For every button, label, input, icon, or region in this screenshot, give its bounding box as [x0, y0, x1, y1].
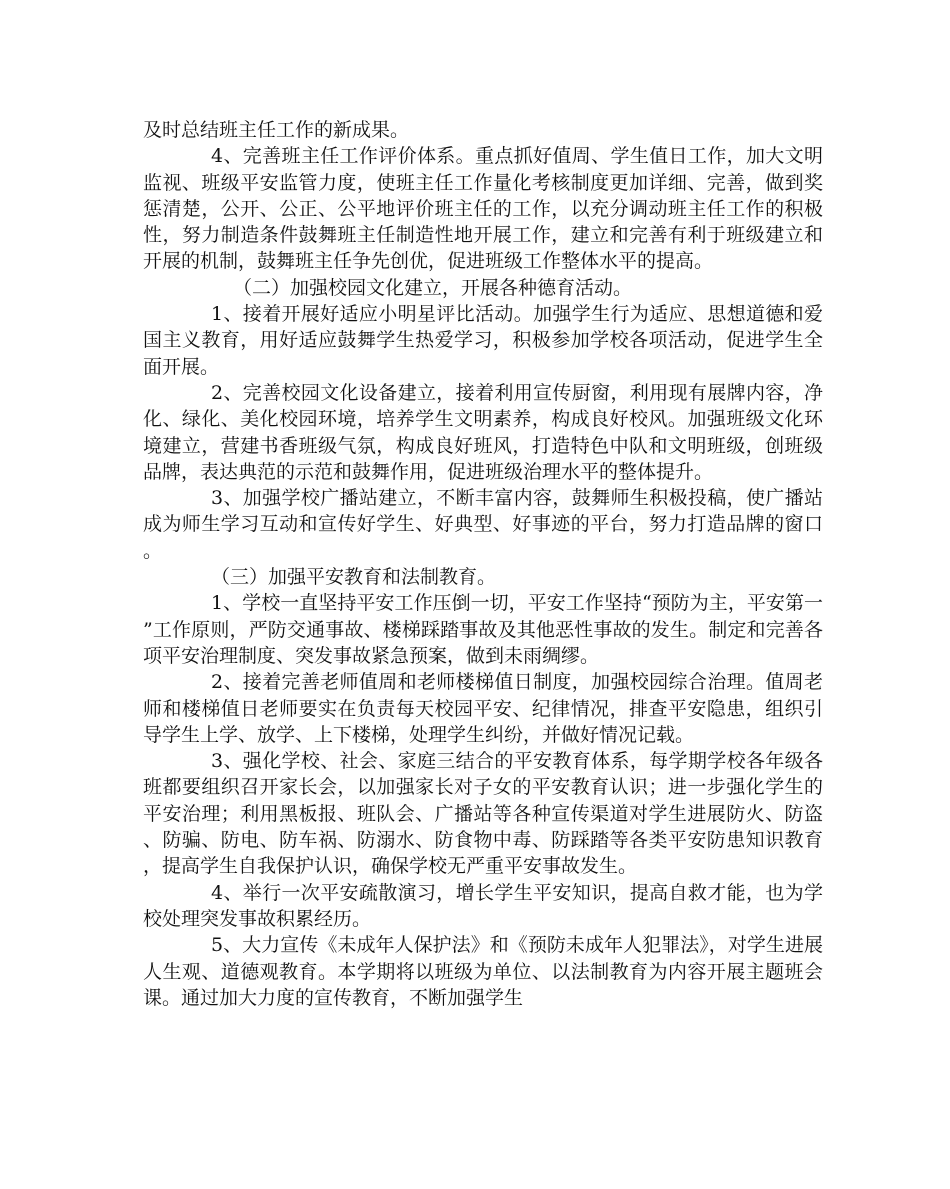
- paragraph-item-1-stars: 1、接着开展好适应小明星评比活动。加强学生行为适应、思想道德和爱国主义教育，用好适应鼓舞学生热爱学习，积极参加学校各项活动，促进学生全面开展。: [143, 303, 823, 378]
- paragraph-item-5-law: 5、大力宣传《未成年人保护法》和《预防未成年人犯罪法》，对学生进展人生观、道德观教育。本学期将以班级为单位、以法制教育为内容开展主题班会课。通过加大力度的宣传教育，不断加强学生: [143, 934, 823, 1009]
- section-heading-3: （三）加强平安教育和法制教育。: [211, 566, 497, 589]
- paragraph-item-4-drill: 4、举行一次平安疏散演习，增长学生平安知识，提高自救才能，也为学校处理突发事故积累经历。: [143, 881, 823, 930]
- paragraph-item-3-system: 3、强化学校、社会、家庭三结合的平安教育体系，每学期学校各年级各班都要组织召开家长会，以加强家长对子女的平安教育认识；进一步强化学生的平安治理；利用黑板报、班队会、广播站等各种宣传渠道对学生进展防火、防盗、防骗、防电、防车祸、防溺水、防食物中毒、防踩踏等各类平安防患知识教育，提高学生自我保护认识，确保学校无严重平安事故发生。: [143, 750, 823, 878]
- section-heading-2: （二）加强校园文化建立，开展各种德育活动。: [233, 276, 633, 299]
- paragraph-item-1-safety: 1、学校一直坚持平安工作压倒一切，平安工作坚持“预防为主，平安第一”工作原则，严防交通事故、楼梯踩踏事故及其他恶性事故的发生。制定和完善各项平安治理制度、突发事故紧急预案，做到未雨绸缪。: [143, 592, 823, 667]
- paragraph-item-3-broadcast: 3、加强学校广播站建立，不断丰富内容，鼓舞师生积极投稿，使广播站成为师生学习互动和宣传好学生、好典型、好事迹的平台，努力打造品牌的窗口。: [143, 487, 823, 562]
- paragraph-item-4-evaluation: 4、完善班主任工作评价体系。重点抓好值周、学生值日工作，加大文明监视、班级平安监管力度，使班主任工作量化考核制度更加详细、完善，做到奖惩清楚，公开、公正、公平地评价班主任的工作，以充分调动班主任工作的积极性，努力制造条件鼓舞班主任制造性地开展工作，建立和完善有利于班级建立和开展的机制，鼓舞班主任争先创优，促进班级工作整体水平的提高。: [143, 145, 823, 273]
- paragraph-item-2-culture: 2、完善校园文化设备建立，接着利用宣传厨窗，利用现有展牌内容，净化、绿化、美化校园环境，培养学生文明素养，构成良好校风。加强班级文化环境建立，营建书香班级气氛，构成良好班风，打造特色中队和文明班级，创班级品牌，表达典范的示范和鼓舞作用，促进班级治理水平的整体提升。: [143, 381, 823, 483]
- document-body: [143, 117, 823, 1011]
- paragraph-item-2-duty: 2、接着完善老师值周和老师楼梯值日制度，加强校园综合治理。值周老师和楼梯值日老师要实在负责每天校园平安、纪律情况，排查平安隐患，组织引导学生上学、放学、上下楼梯，处理学生纠纷，并做好情况记载。: [143, 671, 823, 746]
- paragraph-continuation: 及时总结班主任工作的新成果。: [143, 119, 410, 141]
